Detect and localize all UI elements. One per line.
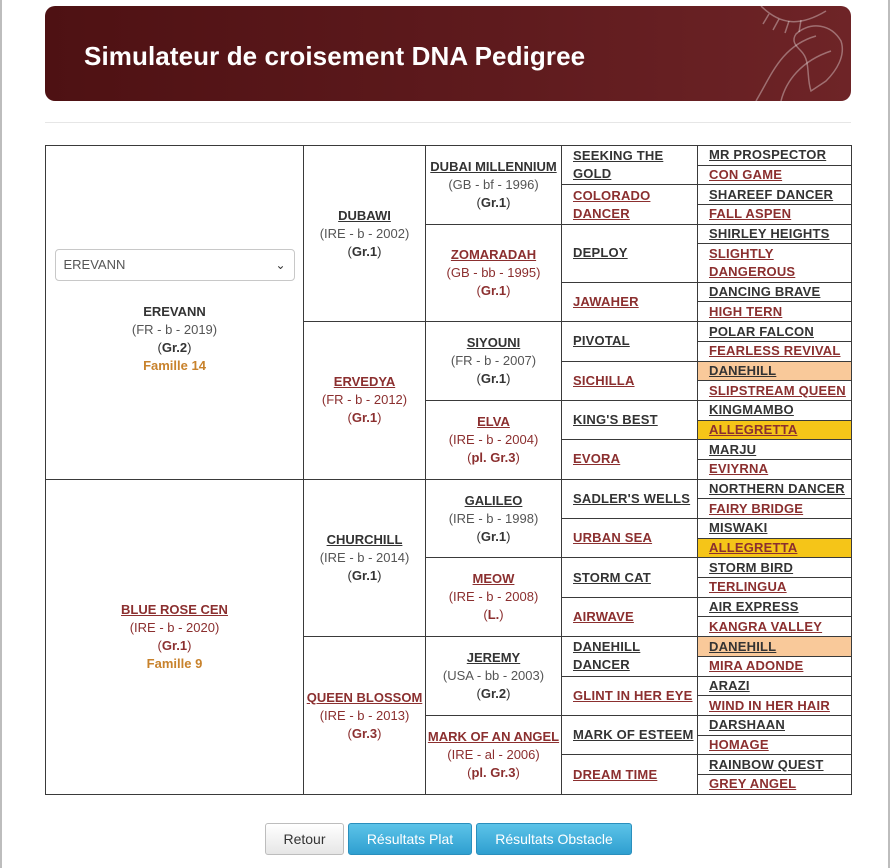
dam-name[interactable]: BLUE ROSE CEN: [121, 601, 228, 617]
gen3-group: Gr.1: [480, 194, 507, 210]
gen5-horse: [698, 244, 852, 282]
gen5-name[interactable]: KINGMAMBO: [709, 402, 794, 418]
gen2-info: (FR - b - 2012): [321, 392, 408, 408]
gen5-horse: [698, 146, 852, 166]
gen4-name[interactable]: STORM CAT: [573, 569, 651, 585]
gen4-horse: [562, 185, 698, 224]
gen3-info: (IRE - al - 2006): [447, 746, 540, 762]
gen2-group: Gr.1: [351, 567, 378, 583]
gen3-name[interactable]: JEREMY: [466, 650, 521, 666]
gen4-name[interactable]: COLORADO DANCER: [573, 187, 651, 221]
gen5-horse: [698, 322, 852, 342]
gen2-info: (IRE - b - 2014): [319, 549, 410, 565]
sire-name: EREVANN: [143, 304, 206, 320]
pedigree-table: [45, 145, 852, 795]
gen4-name[interactable]: PIVOTAL: [573, 333, 630, 349]
gen2-horse: [304, 146, 426, 322]
gen3-group-wrap: (pl. Gr.3): [467, 449, 520, 465]
gen5-horse: [698, 735, 852, 755]
gen4-name[interactable]: SADLER'S WELLS: [573, 490, 691, 506]
gen4-name[interactable]: JAWAHER: [573, 293, 639, 309]
gen2-group: Gr.1: [351, 410, 378, 426]
gen3-horse: [426, 637, 562, 716]
sire-cell: [46, 146, 304, 480]
gen5-name[interactable]: SHAREEF DANCER: [709, 186, 834, 202]
gen5-name[interactable]: KANGRA VALLEY: [709, 618, 823, 634]
gen5-horse: [698, 774, 852, 794]
gen5-horse: [698, 696, 852, 716]
gen3-info: (FR - b - 2007): [450, 353, 537, 369]
gen5-horse-highlighted: [698, 637, 852, 657]
gen3-horse: [426, 479, 562, 558]
gen4-name[interactable]: DEPLOY: [573, 245, 628, 261]
gen5-horse: [698, 755, 852, 775]
gen5-horse: [698, 224, 852, 244]
gen5-name[interactable]: SHIRLEY HEIGHTS: [709, 226, 830, 242]
gen3-info: (GB - bf - 1996): [448, 176, 539, 192]
gen5-horse: [698, 205, 852, 225]
gen3-group: Gr.1: [480, 528, 507, 544]
gen4-horse: [562, 479, 698, 518]
gen2-group: Gr.1: [351, 243, 378, 259]
gen5-horse-highlighted: [698, 361, 852, 381]
gen5-name[interactable]: DANEHILL: [709, 362, 777, 378]
gen3-name[interactable]: GALILEO: [464, 492, 523, 508]
gen2-group-wrap: (Gr.1): [347, 410, 382, 426]
gen5-horse-highlighted: [698, 420, 852, 440]
gen4-horse: [562, 597, 698, 636]
gen3-name[interactable]: DUBAI MILLENNIUM: [430, 158, 557, 174]
gen5-name[interactable]: GREY ANGEL: [709, 776, 797, 792]
gen4-name[interactable]: KING'S BEST: [573, 412, 658, 428]
gen4-horse: [562, 519, 698, 558]
gen4-horse: [562, 558, 698, 597]
gen5-horse: [698, 459, 852, 479]
dam-family: Famille 9: [146, 655, 203, 671]
gen3-name[interactable]: ELVA: [477, 413, 510, 429]
gen4-name[interactable]: GLINT IN HER EYE: [573, 687, 693, 703]
gen4-horse: [562, 755, 698, 795]
gen5-horse-highlighted: [698, 538, 852, 558]
gen3-group: Gr.1: [480, 282, 507, 298]
gen3-horse: [426, 558, 562, 637]
gen3-group: pl. Gr.3: [471, 449, 516, 465]
gen5-horse: [698, 381, 852, 401]
gen5-horse: [698, 578, 852, 598]
gen2-info: (IRE - b - 2013): [319, 707, 410, 723]
gen2-info: (IRE - b - 2002): [319, 225, 410, 241]
gen3-group-wrap: (L.): [483, 607, 504, 623]
gen3-horse: [426, 224, 562, 321]
gen5-horse: [698, 519, 852, 539]
gen5-horse: [698, 715, 852, 735]
gen4-name[interactable]: DREAM TIME: [573, 766, 658, 782]
dam-cell: [46, 479, 304, 794]
gen5-name[interactable]: STORM BIRD: [709, 559, 794, 575]
gen5-name[interactable]: POLAR FALCON: [709, 323, 814, 339]
gen5-name[interactable]: SLIGHTLY DANGEROUS: [709, 246, 796, 280]
gen3-group-wrap: (Gr.2): [476, 686, 511, 702]
gen4-horse: [562, 322, 698, 361]
obstacle-results-button[interactable]: Résultats Obstacle: [476, 823, 632, 855]
gen5-name[interactable]: CON GAME: [709, 167, 783, 183]
gen3-name[interactable]: MARK OF AN ANGEL: [427, 728, 560, 744]
sire-group-wrap: (Gr.2): [157, 340, 192, 356]
gen3-info: (USA - bb - 2003): [442, 668, 545, 684]
gen4-name[interactable]: URBAN SEA: [573, 530, 653, 546]
horse-select[interactable]: [55, 249, 295, 281]
dam-group: Gr.1: [161, 637, 188, 653]
gen5-name[interactable]: ARAZI: [709, 677, 750, 693]
gen3-name[interactable]: MEOW: [472, 571, 515, 587]
gen3-group-wrap: (pl. Gr.3): [467, 764, 520, 780]
gen5-name[interactable]: AIR EXPRESS: [709, 599, 799, 615]
flat-results-button[interactable]: Résultats Plat: [348, 823, 472, 855]
horse-dna-logo: [741, 6, 851, 101]
gen2-horse: [304, 637, 426, 795]
dam-info: (IRE - b - 2020): [129, 619, 220, 635]
gen3-name[interactable]: SIYOUNI: [466, 335, 521, 351]
gen5-horse: [698, 282, 852, 302]
gen5-horse: [698, 302, 852, 322]
gen5-name[interactable]: MISWAKI: [709, 520, 768, 536]
gen5-name[interactable]: FAIRY BRIDGE: [709, 500, 804, 516]
gen3-info: (IRE - b - 2004): [448, 431, 539, 447]
gen5-horse: [698, 479, 852, 499]
gen4-name[interactable]: MARK OF ESTEEM: [573, 727, 694, 743]
gen5-name[interactable]: DANCING BRAVE: [709, 284, 821, 300]
gen3-group: Gr.2: [480, 686, 507, 702]
gen4-horse: [562, 637, 698, 676]
gen5-name[interactable]: SLIPSTREAM QUEEN: [709, 382, 846, 398]
gen5-horse: [698, 341, 852, 361]
sire-family: Famille 14: [143, 358, 206, 374]
gen5-horse: [698, 185, 852, 205]
gen4-name[interactable]: AIRWAVE: [573, 608, 634, 624]
gen3-info: (IRE - b - 2008): [448, 589, 539, 605]
gen5-horse: [698, 656, 852, 676]
gen3-group-wrap: (Gr.1): [476, 371, 511, 387]
gen5-horse: [698, 165, 852, 185]
gen4-name[interactable]: EVORA: [573, 451, 621, 467]
gen5-name[interactable]: DARSHAAN: [709, 717, 785, 733]
gen2-group-wrap: (Gr.1): [347, 243, 382, 259]
gen5-name[interactable]: ALLEGRETTA: [709, 421, 798, 437]
gen4-horse: [562, 440, 698, 479]
gen5-name[interactable]: FEARLESS REVIVAL: [709, 343, 841, 359]
gen3-name[interactable]: ZOMARADAH: [450, 246, 537, 262]
gen4-horse: [562, 282, 698, 321]
gen5-name[interactable]: EVIYRNA: [709, 461, 769, 477]
gen5-horse: [698, 440, 852, 460]
page-title: Simulateur de croisement DNA Pedigree: [84, 41, 586, 71]
gen3-group-wrap: (Gr.1): [476, 528, 511, 544]
gen2-name[interactable]: DUBAWI: [338, 207, 391, 223]
gen5-name[interactable]: FALL ASPEN: [709, 206, 792, 222]
gen5-horse: [698, 558, 852, 578]
gen3-group: Gr.1: [480, 371, 507, 387]
separator: [45, 122, 851, 123]
gen5-horse: [698, 617, 852, 637]
gen5-horse: [698, 400, 852, 420]
gen5-name[interactable]: RAINBOW QUEST: [709, 756, 824, 772]
gen5-name[interactable]: MARJU: [709, 441, 757, 457]
gen2-name[interactable]: ERVEDYA: [333, 374, 396, 390]
chevron-down-icon: ⌄: [275, 258, 286, 273]
gen4-horse: [562, 361, 698, 400]
gen3-horse: [426, 322, 562, 401]
gen3-group-wrap: (Gr.1): [476, 282, 511, 298]
gen2-name[interactable]: QUEEN BLOSSOM: [306, 689, 423, 705]
gen3-horse: [426, 715, 562, 794]
gen3-group-wrap: (Gr.1): [476, 194, 511, 210]
gen2-group-wrap: (Gr.3): [347, 725, 382, 741]
gen5-name[interactable]: MIRA ADONDE: [709, 658, 804, 674]
gen3-group: pl. Gr.3: [471, 764, 516, 780]
gen4-horse: [562, 676, 698, 715]
gen4-name[interactable]: DANEHILL DANCER: [573, 639, 641, 673]
horse-select-value: EREVANN: [63, 257, 126, 273]
sire-group: Gr.2: [161, 340, 188, 356]
gen3-info: (GB - bb - 1995): [446, 264, 541, 280]
gen2-name[interactable]: CHURCHILL: [326, 531, 403, 547]
gen3-horse: [426, 146, 562, 225]
gen5-name[interactable]: NORTHERN DANCER: [709, 481, 845, 497]
gen5-name[interactable]: ALLEGRETTA: [709, 540, 798, 556]
gen5-name[interactable]: MR PROSPECTOR: [709, 147, 827, 163]
gen5-horse: [698, 499, 852, 519]
gen2-group-wrap: (Gr.1): [347, 567, 382, 583]
gen5-name[interactable]: HIGH TERN: [709, 303, 783, 319]
gen2-horse: [304, 322, 426, 480]
gen5-name[interactable]: TERLINGUA: [709, 579, 787, 595]
gen4-name[interactable]: SICHILLA: [573, 372, 635, 388]
gen4-horse: [562, 715, 698, 754]
gen2-horse: [304, 479, 426, 637]
gen4-name[interactable]: SEEKING THE GOLD: [573, 148, 664, 182]
gen3-info: (IRE - b - 1998): [448, 510, 539, 526]
gen3-horse: [426, 400, 562, 479]
gen3-group: L.: [487, 607, 500, 623]
gen4-horse: [562, 146, 698, 185]
gen5-name[interactable]: DANEHILL: [709, 638, 777, 654]
gen4-horse: [562, 400, 698, 439]
gen5-name[interactable]: HOMAGE: [709, 736, 769, 752]
sire-info: (FR - b - 2019): [131, 322, 218, 338]
gen5-name[interactable]: WIND IN HER HAIR: [709, 697, 830, 713]
dam-group-wrap: (Gr.1): [157, 637, 192, 653]
gen4-horse: [562, 224, 698, 282]
gen5-horse: [698, 676, 852, 696]
header-banner: [45, 6, 851, 101]
gen2-group: Gr.3: [351, 725, 378, 741]
gen5-horse: [698, 597, 852, 617]
back-button[interactable]: Retour: [265, 823, 344, 855]
